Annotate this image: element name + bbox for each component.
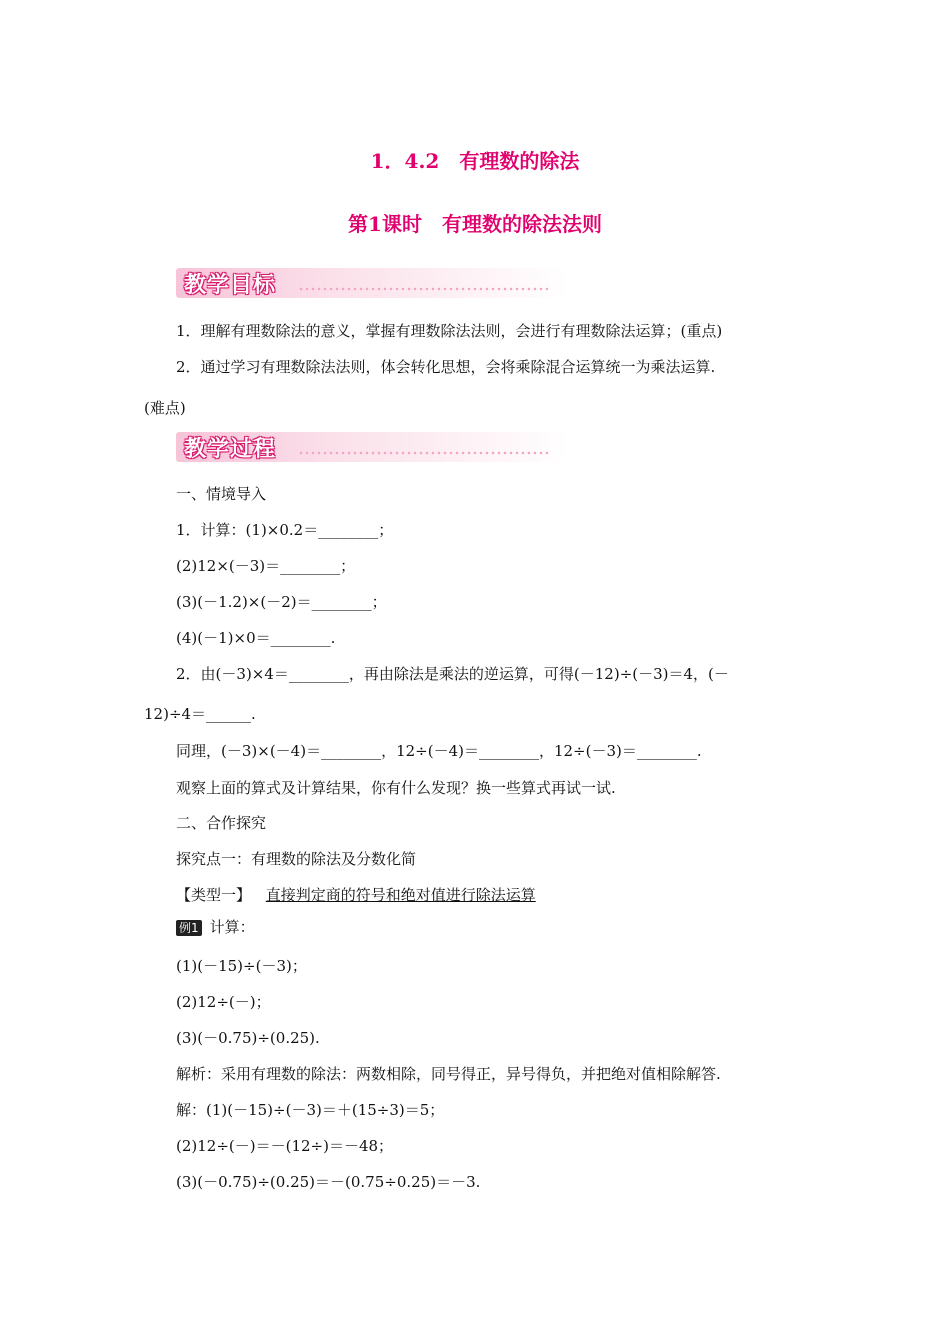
banner-dots-decoration	[298, 450, 548, 456]
type-1-tag: 【类型一】	[176, 886, 252, 904]
solution-1: 解：(1)(－15)÷(－3)＝＋(15÷3)＝5；	[176, 1101, 445, 1119]
section-heading-intro: 一、情境导入	[176, 485, 267, 503]
example-prompt: 计算：	[209, 918, 255, 936]
similar-line: 同理，(－3)×(－4)＝________，12÷(－4)＝________，12÷(－3)＝________.	[176, 742, 702, 760]
banner-teaching-process	[176, 432, 568, 462]
explore-point-1: 探究点一：有理数的除法及分数化简	[176, 850, 417, 868]
question-2: 2．由(－3)×4＝________，再由除法是乘法的逆运算，可得(－12)÷(－3)＝4，(－	[176, 665, 729, 683]
question-1-4: (4)(－1)×0＝________.	[176, 629, 336, 647]
banner-teaching-goals	[176, 268, 568, 298]
banner-dots-decoration	[298, 286, 548, 292]
solution-3: (3)(－0.75)÷(0.25)＝－(0.75÷0.25)＝－3.	[176, 1173, 481, 1191]
section-heading-explore: 二、合作探究	[176, 814, 267, 832]
goal-1: 1．理解有理数除法的意义，掌握有理数除法法则，会进行有理数除法运算；(重点)	[176, 322, 723, 340]
example-1-heading	[176, 917, 255, 937]
observe-line: 观察上面的算式及计算结果，你有什么发现？换一些算式再试一试.	[176, 779, 616, 797]
banner-label: 教学过程	[184, 437, 277, 462]
question-2-continued: 12)÷4＝______.	[144, 705, 256, 723]
question-1-1: 1．计算：(1)×0.2＝________；	[176, 521, 394, 539]
analysis-line: 解析：采用有理数的除法：两数相除，同号得正，异号得负，并把绝对值相除解答.	[176, 1065, 721, 1083]
example-item-3: (3)(－0.75)÷(0.25).	[176, 1029, 320, 1047]
type-1-heading	[176, 885, 536, 905]
goal-2: 2．通过学习有理数除法法则，体会转化思想，会将乘除混合运算统一为乘法运算.	[176, 358, 716, 376]
banner-label: 教学目标	[184, 273, 277, 298]
question-1-2: (2)12×(－3)＝________；	[176, 557, 356, 575]
page-title: 1．4.2 有理数的除法	[370, 149, 580, 173]
example-item-2: (2)12÷(－)；	[176, 993, 271, 1011]
type-1-text: 直接判定商的符号和绝对值进行除法运算	[265, 886, 536, 904]
example-item-1: (1)(－15)÷(－3)；	[176, 957, 307, 975]
question-1-3: (3)(－1.2)×(－2)＝________；	[176, 593, 387, 611]
solution-2: (2)12÷(－)＝－(12÷)＝－48；	[176, 1137, 394, 1155]
example-badge: 例1	[176, 920, 202, 936]
goal-2-continued: (难点)	[144, 399, 186, 417]
page-subtitle: 第1课时 有理数的除法法则	[348, 212, 602, 236]
